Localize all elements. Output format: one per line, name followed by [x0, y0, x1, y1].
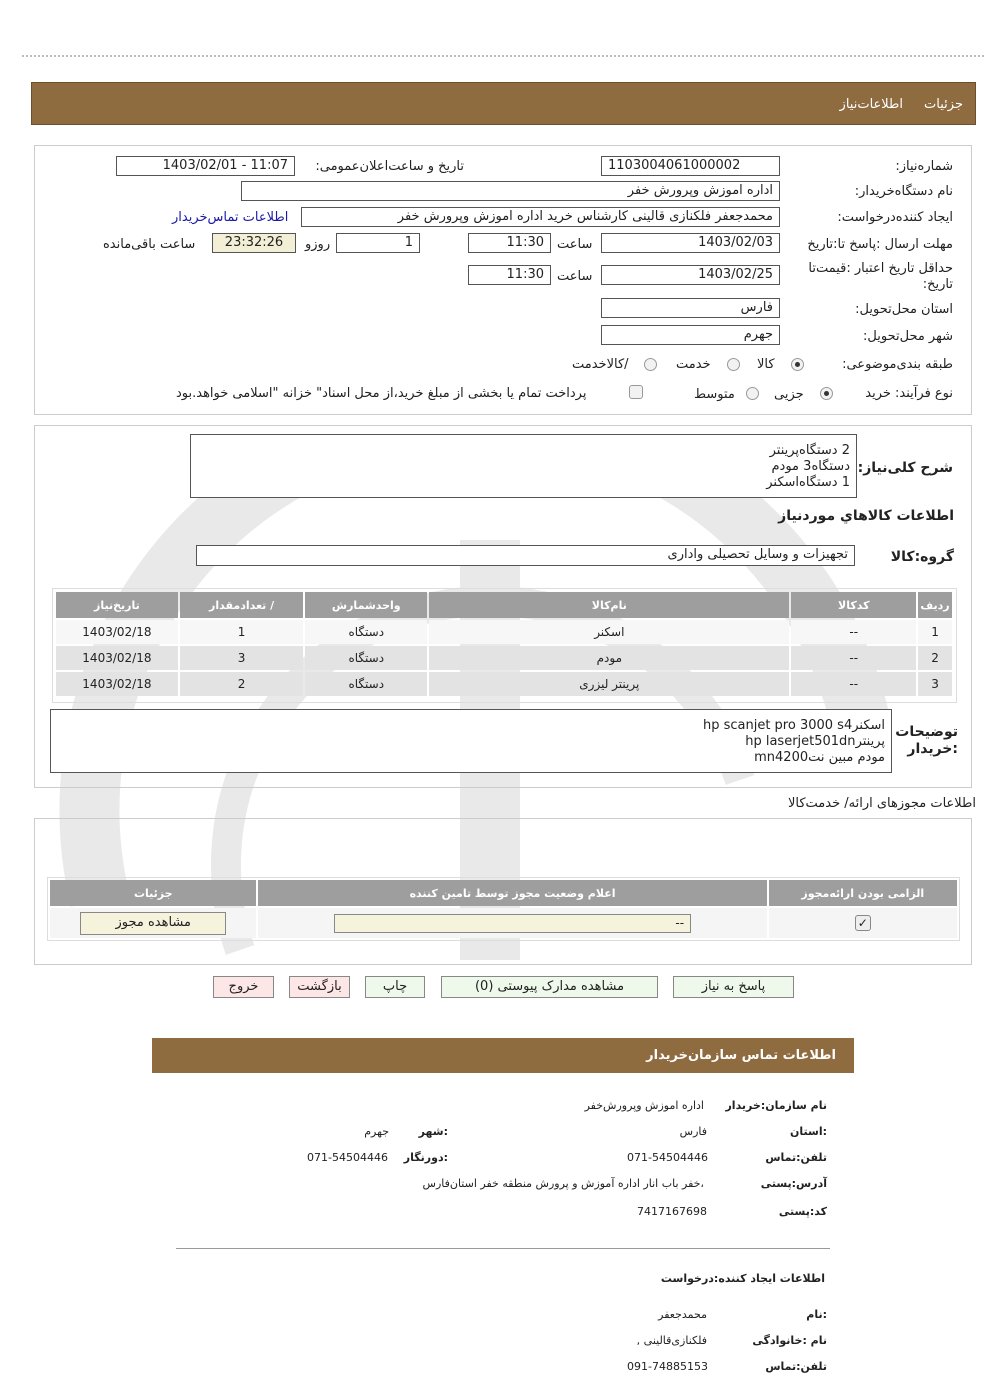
contact-title: اطلاعات تماس سازمان‌خریدار [646, 1048, 836, 1063]
license-status-cell [258, 908, 766, 938]
cell-name: پرینتر لیزری [429, 672, 789, 696]
cell-date: 1403/02/18 [56, 646, 178, 670]
buyer-field: اداره اموزش وپرورش خفر [241, 181, 780, 201]
contact-postal-label: کد:پستی [778, 1205, 827, 1218]
creator-phone-value: 091-74885153 [627, 1360, 708, 1373]
buyer-contact-link[interactable]: اطلاعات تماس‌خریدار [172, 210, 289, 225]
validity-label: حداقل تاریخ اعتبار :قیمت‌تا تاریخ: [808, 261, 953, 292]
contact-province-value: فارس [679, 1125, 707, 1138]
contact-org-label: نام سازمان:خریدار [725, 1099, 827, 1112]
attachments-button[interactable]: مشاهده مدارک پیوستی (0) [441, 976, 658, 998]
radio-service-label: خدمت [676, 357, 711, 372]
creator-name-value: محمدجعفر [658, 1308, 707, 1321]
province-label: استان محل‌تحویل: [855, 302, 953, 317]
license-details-cell [50, 908, 256, 938]
summary-line-3: 1 دستگاه‌اسکنر [766, 475, 850, 490]
license-status-field: -- [334, 914, 691, 933]
creator-phone-label: تلفن:تماس [765, 1360, 827, 1373]
city-field: جهرم [601, 325, 780, 345]
contact-address-value: ،خفر باب انار اداره آموزش و پرورش منطقه خفر استان‌فارس [422, 1177, 704, 1190]
reply-button[interactable]: پاسخ به نیاز [673, 976, 794, 998]
deadline-time-label: ساعت [557, 237, 593, 252]
radio-goods-service-label: /کالاخدمت [572, 357, 629, 372]
header-bar [31, 82, 976, 125]
process-label: نوع فرآیند: خرید [865, 386, 953, 401]
cell-unit: دستگاه [305, 646, 427, 670]
buyer-notes-label: توضیحات :خریدار [895, 724, 958, 757]
announce-field: 1403/02/01 - 11:07 [116, 156, 295, 176]
deadline-time-field: 11:30 [468, 233, 551, 253]
cell-qty: 2 [180, 672, 304, 696]
col-date: تاریخ‌نیاز [56, 592, 178, 618]
creator-field: محمدجعفر فلکنازی قالینی کارشناس خرید اداره اموزش وپرورش خفر [301, 207, 780, 227]
col-license-required: الزامی بودن ارائه‌مجوز [769, 880, 957, 906]
col-row: ردیف [918, 592, 952, 618]
days-label: روزو [305, 237, 331, 252]
cell-row: 1 [918, 620, 952, 644]
buyer-notes-line-2: پرینترhp laserjet501dn [745, 734, 885, 749]
creator-info-title: اطلاعات ایجاد کننده:درخواست [660, 1272, 825, 1285]
days-field: 1 [336, 233, 420, 253]
cell-unit: دستگاه [305, 672, 427, 696]
contact-header-bar [152, 1038, 854, 1073]
radio-medium[interactable] [746, 387, 759, 400]
col-code: کدکالا [791, 592, 916, 618]
cell-name: مودم [429, 646, 789, 670]
contact-city-value: جهرم [364, 1125, 389, 1138]
cell-qty: 1 [180, 620, 304, 644]
contact-postal-value: 7417167698 [637, 1205, 707, 1218]
cell-date: 1403/02/18 [56, 620, 178, 644]
payment-text: پرداخت تمام یا بخشی از مبلغ خرید،از محل اسناد" خزانه "اسلامی خواهد.بود [176, 386, 587, 401]
category-label: طبقه بندی‌موضوعی: [842, 357, 953, 372]
city-label: شهر محل‌تحویل: [863, 329, 953, 344]
buyer-notes-line-1: اسکنرhp scanjet pro 3000 s4 [702, 718, 885, 733]
validity-date-field: 1403/02/25 [601, 265, 780, 285]
col-qty: / تعدادمقدار [180, 592, 304, 618]
buyer-label: نام دستگاه‌خریدار: [854, 184, 953, 199]
buyer-notes-line-3: مودم مبین نت‌mn4200 [754, 750, 885, 765]
contact-city-label: :شهر [418, 1125, 448, 1138]
contact-address-label: آدرس:پستی [760, 1177, 827, 1190]
license-table [47, 877, 960, 941]
back-button[interactable]: بازگشت [289, 976, 350, 998]
goods-info-title: اطلاعات کالاهاي موردنیاز [778, 508, 954, 524]
need-number-label: شماره‌نیاز: [895, 159, 953, 174]
col-name: نام‌کالا [429, 592, 789, 618]
remaining-label: ساعت باقی‌مانده [103, 237, 196, 252]
need-number-field: 1103004061000002 [601, 156, 780, 176]
creator-family-value: فلکنازی‌قالینی , [636, 1334, 707, 1347]
announce-label: تاریخ و ساعت‌اعلان‌عمومی: [315, 159, 464, 174]
contact-org-value: اداره اموزش وپرورش‌خفر [584, 1099, 704, 1112]
deadline-date-field: 1403/02/03 [601, 233, 780, 253]
contact-fax-label: :دورنگار [403, 1151, 448, 1164]
table-row[interactable] [56, 672, 952, 696]
tab-details[interactable]: جزئیات [924, 97, 963, 112]
table-row[interactable] [56, 646, 952, 670]
validity-time-field: 11:30 [468, 265, 551, 285]
contact-phone-value: 071-54504446 [627, 1151, 708, 1164]
validity-time-label: ساعت [557, 269, 593, 284]
col-license-status: اعلام وضعیت مجوز توسط تامین کننده [258, 880, 766, 906]
summary-label: شرح کلی‌نیاز: [857, 460, 953, 476]
table-row[interactable] [56, 620, 952, 644]
buyer-notes-field [50, 709, 892, 773]
cell-code: -- [791, 620, 916, 644]
tab-need-info[interactable]: اطلاعات‌نیاز [839, 97, 903, 112]
contact-phone-label: تلفن:تماس [765, 1151, 827, 1164]
group-field: تجهیزات و وسایل تحصیلی واداری [196, 545, 855, 566]
province-field: فارس [601, 298, 780, 318]
radio-service[interactable] [727, 358, 740, 371]
cell-qty: 3 [180, 646, 304, 670]
top-divider [22, 55, 984, 57]
creator-label: ایجاد کننده‌درخواست: [837, 210, 953, 225]
deadline-label: مهلت ارسال :پاسخ تا‌:تاریخ [807, 237, 953, 252]
summary-line-1: 2 دستگاه‌پرینتر [769, 443, 850, 458]
col-unit: واحدشمارش [305, 592, 427, 618]
goods-table [54, 590, 954, 698]
contact-divider [176, 1248, 830, 1249]
radio-partial-label: جزیی [774, 387, 804, 402]
radio-medium-label: متوسط [694, 387, 735, 402]
print-button[interactable]: چاپ [365, 976, 425, 998]
view-license-button[interactable]: مشاهده مجوز [80, 912, 226, 935]
contact-fax-value: 071-54504446 [307, 1151, 388, 1164]
remaining-time-field: 23:32:26 [212, 233, 296, 253]
payment-checkbox[interactable] [629, 385, 643, 399]
cell-unit: دستگاه [305, 620, 427, 644]
cell-code: -- [791, 672, 916, 696]
summary-line-2: دستگاه‌3 مودم [771, 459, 850, 474]
contact-province-label: :استان [790, 1125, 827, 1138]
cell-row: 2 [918, 646, 952, 670]
cell-row: 3 [918, 672, 952, 696]
license-required-checkbox[interactable]: ✓ [855, 915, 871, 931]
license-required-cell [769, 908, 957, 938]
summary-field [190, 434, 857, 498]
radio-partial[interactable] [820, 387, 833, 400]
radio-goods-service[interactable] [644, 358, 657, 371]
creator-name-label: :نام [806, 1308, 827, 1321]
col-license-details: جزئیات [50, 880, 256, 906]
radio-goods[interactable] [791, 358, 804, 371]
cell-code: -- [791, 646, 916, 670]
license-row [50, 908, 957, 938]
cell-name: اسکنر [429, 620, 789, 644]
creator-family-label: نام :خانوادگی [752, 1334, 827, 1347]
exit-button[interactable]: خروج [213, 976, 274, 998]
cell-date: 1403/02/18 [56, 672, 178, 696]
license-title: اطلاعات مجوزهای ارائه/ خدمت‌کالا [787, 796, 976, 811]
radio-goods-label: کالا [757, 357, 775, 372]
group-label: گروه:کالا [890, 549, 954, 565]
